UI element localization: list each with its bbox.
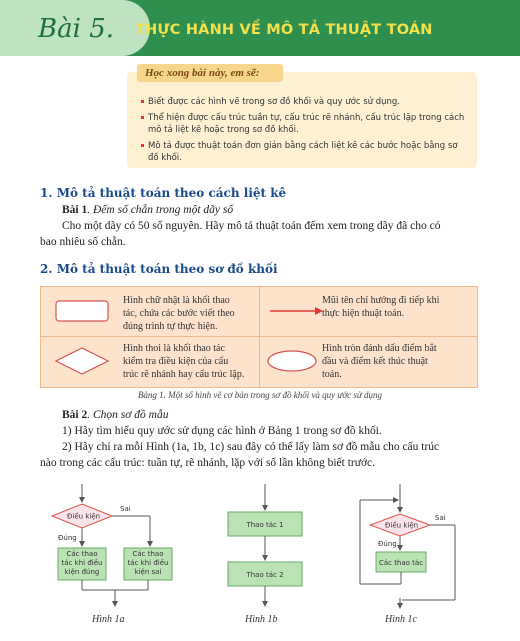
svg-text:Các thao: Các thao xyxy=(132,550,164,558)
oval-description: Hình tròn đánh dấu điểm bắt đầu và điểm kết thúc thuật toán. xyxy=(322,343,437,380)
diamond-description: Hình thoi là khối thao tác kiểm tra điều kiện của cấu trúc rẽ nhánh hay cấu trúc lặp. xyxy=(123,343,245,380)
section-heading: 1. Mô tả thuật toán theo cách liệt kê xyxy=(40,186,287,200)
bullet-icon xyxy=(141,144,144,147)
figure-caption: Hình 1c xyxy=(385,614,417,625)
svg-text:Điều kiện: Điều kiện xyxy=(67,512,101,521)
figure-caption: Hình 1a xyxy=(92,614,125,625)
question-line: 2) Hãy chỉ ra mỗi Hình (1a, 1b, 1c) sau đây có thể lấy làm sơ đồ mẫu cho cấu trúc xyxy=(62,441,440,453)
oval-shape-icon xyxy=(268,351,316,371)
svg-text:Sai: Sai xyxy=(435,514,446,522)
svg-text:kiện đúng: kiện đúng xyxy=(64,568,100,576)
svg-text:tác khi điều: tác khi điều xyxy=(127,559,169,567)
objective-item-continued: mô tả liệt kê hoặc trong sơ đồ khối. xyxy=(148,125,299,135)
objective-item: Mô tả được thuật toán đơn giản bằng cách liệt kê các bước hoặc bằng sơ đồ khối. xyxy=(148,140,468,164)
objective-item: Thể hiện được cấu trúc tuần tự, cấu trúc rẽ nhánh, cấu trúc lặp trong cách xyxy=(148,112,468,124)
svg-text:Thao tác 1: Thao tác 1 xyxy=(246,521,284,529)
lesson-title: THỰC HÀNH VỀ MÔ TẢ THUẬT TOÁN xyxy=(135,22,433,38)
diamond-shape-icon xyxy=(56,348,108,374)
table-caption: Bảng 1. Một số hình vẽ cơ bản trong sơ đồ khối và quy ước sử dụng xyxy=(137,390,383,400)
flowchart-figures xyxy=(40,480,480,610)
paragraph-line: bao nhiêu số chẵn. xyxy=(40,236,126,248)
objectives-tag: Học xong bài này, em sẽ: xyxy=(137,64,283,82)
svg-text:Đúng: Đúng xyxy=(378,540,397,548)
svg-text:Thao tác 2: Thao tác 2 xyxy=(246,571,284,579)
bullet-icon xyxy=(141,100,144,103)
figure-1c xyxy=(360,484,455,608)
rectangle-shape-icon xyxy=(56,301,108,321)
figure-1a xyxy=(52,484,172,606)
question-line: 1) Hãy tìm hiểu quy ước sử dụng các hình ở Bảng 1 trong sơ đồ khối. xyxy=(62,425,382,437)
svg-text:Sai: Sai xyxy=(120,505,131,513)
arrow-description: Mũi tên chỉ hướng đi tiếp khi thực hiện thuật toán. xyxy=(322,295,440,319)
figure-1b xyxy=(228,484,302,606)
paragraph-line: Cho một dãy có 50 số nguyên. Hãy mô tả thuật toán đếm xem trong dãy đã cho có xyxy=(62,220,441,232)
svg-text:Đúng: Đúng xyxy=(58,534,77,542)
svg-text:Các thao: Các thao xyxy=(66,550,98,558)
figure-caption: Hình 1b xyxy=(245,614,278,625)
rectangle-description: Hình chữ nhật là khối thao tác, chứa các bước viết theo đúng trình tự thực hiện. xyxy=(123,295,235,332)
svg-text:Điều kiện: Điều kiện xyxy=(385,521,419,530)
task-line: Bài 1. Đếm số chẵn trong một dãy số xyxy=(62,204,234,216)
bullet-icon xyxy=(141,116,144,119)
section-heading: 2. Mô tả thuật toán theo sơ đồ khối xyxy=(40,262,278,276)
objective-item: Biết được các hình vẽ trong sơ đồ khối và quy ước sử dụng. xyxy=(148,96,468,108)
lesson-number: Bài 5. xyxy=(38,14,114,44)
task-line: Bài 2. Chọn sơ đồ mẫu xyxy=(62,409,169,421)
svg-text:tác khi điều: tác khi điều xyxy=(61,559,103,567)
svg-text:Các thao tác: Các thao tác xyxy=(378,559,424,567)
question-line: nào trong các cấu trúc: tuần tự, rẽ nhánh, lặp với số lần không biết trước. xyxy=(40,457,376,469)
svg-text:kiện sai: kiện sai xyxy=(134,568,162,576)
